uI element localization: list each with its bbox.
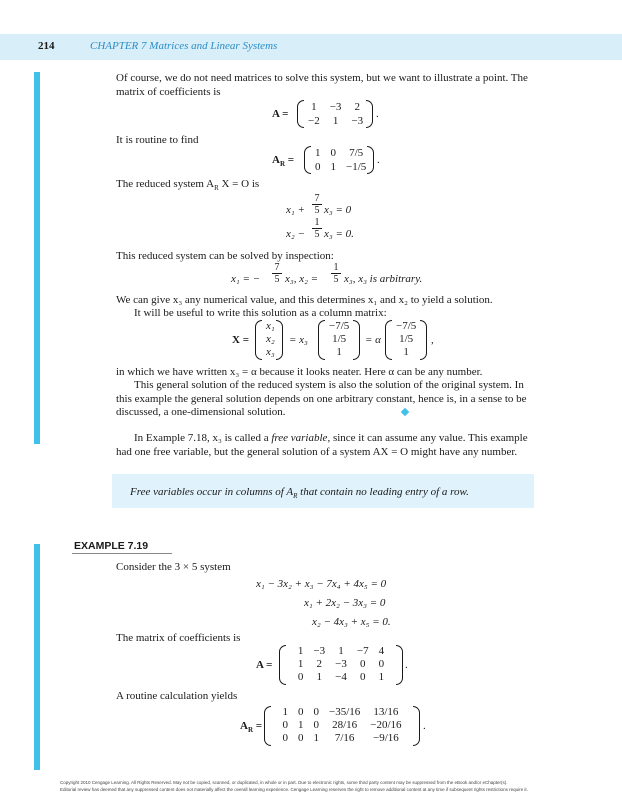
times-x3: = x₃ [289, 334, 308, 346]
comma: , [431, 334, 434, 346]
matrix-entry: 1 [297, 658, 304, 670]
matrix-entry: −3 [329, 101, 342, 113]
paragraph-line: The matrix of coefficients is [116, 632, 241, 644]
system-equation-2: x₁ + 2x₂ − 3x₃ = 0 [304, 597, 386, 609]
matrix-AR-label: $A_R$ = [272, 154, 295, 169]
solution-mid: x₃, x₂ = [285, 273, 319, 285]
matrix-entry: 0 [330, 147, 336, 159]
matrix-entry: 1/5 [332, 333, 347, 345]
matrix-entry: 1 [315, 147, 321, 159]
paragraph-line: It will be useful to write this solution as a column matrix: [134, 307, 387, 319]
matrix-row [261, 320, 280, 333]
matrix-entry: 0 [315, 161, 321, 173]
matrix-AR-3x5 [264, 706, 420, 746]
paragraph-line: Consider the 3 × 5 system [116, 561, 231, 573]
matrix-entry: −20/16 [370, 719, 402, 731]
solution-right: x₃, x₃ is arbitrary. [344, 273, 423, 285]
matrix-entry: −9/16 [373, 732, 399, 744]
matrix-entry: −2 [308, 115, 320, 127]
matrix-entry: 1/5 [399, 333, 414, 345]
vector-X [255, 320, 283, 360]
matrix-A-3x5 [279, 645, 403, 685]
vector-2-table [391, 320, 421, 359]
fraction-7-5: $\frac{7}{5}$ [312, 193, 322, 216]
example-underline [72, 553, 172, 554]
matrix-entry: 7/16 [334, 732, 355, 744]
matrix-entry: −3 [351, 115, 364, 127]
matrix-row [303, 114, 368, 128]
vector-X-table [261, 320, 280, 359]
matrix-entry: 1 [332, 115, 339, 127]
matrix-entry: −1/5 [346, 161, 367, 173]
paragraph-line: this example the general solution depends on one arbitrary constant, hence is, in a sense to be [116, 393, 527, 405]
matrix-entry: 1 [297, 645, 304, 657]
equation-1-right: x₃ = 0 [324, 204, 352, 216]
system-equation-3: x₂ − 4x₃ + x₅ = 0. [312, 616, 391, 628]
system-equation-1: x₁ − 3x₂ + x₃ − 7x₄ + 4x₅ = 0 [256, 578, 387, 590]
paragraph-line: We can give x₃ any numerical value, and this determines x₁ and x₂ to yield a solution. [116, 294, 493, 306]
matrix-entry: −7 [356, 645, 369, 657]
matrix-entry: 0 [282, 732, 288, 744]
matrix-entry: 0 [359, 671, 366, 683]
matrix-row [310, 146, 371, 160]
fraction-1-5: $\frac{1}{5}$ [312, 217, 322, 240]
matrix-row [277, 719, 406, 732]
matrix-entry: x₂ [266, 333, 275, 345]
matrix-entry: −4 [335, 671, 347, 683]
paragraph-line: It is routine to find [116, 134, 199, 146]
solution-left: x₁ = − [231, 273, 261, 285]
paragraph-line: In Example 7.18, x₃ is called a free variable, since it can assume any value. This example [134, 432, 528, 444]
chapter-title: CHAPTER 7 Matrices and Linear Systems [90, 40, 278, 52]
period: . [405, 659, 408, 671]
paragraph-line: matrix of coefficients is [116, 86, 221, 98]
matrix-entry: 1 [282, 706, 288, 718]
matrix-row [391, 320, 421, 333]
matrix-entry: 7/5 [349, 147, 364, 159]
matrix-entry: 1 [311, 101, 317, 113]
paragraph-line: had one free variable, but the general solution of a system AX = O might have any number. [116, 446, 518, 458]
matrix-row [324, 346, 354, 359]
matrix-entry: 0 [297, 732, 304, 744]
matrix-AR-label: $A_R$ = [240, 720, 263, 735]
matrix-row [261, 346, 280, 359]
matrix-row [293, 658, 389, 671]
paragraph-line: This reduced system can be solved by inspection: [116, 250, 334, 262]
copyright-line-2: Editorial review has deemed that any suppressed content does not materially affect the overall learning experience. Cengage Learning reserves the right to remove additional content at any time if subsequent rights restrictions require it. [60, 787, 528, 792]
copyright-line-1: Copyright 2010 Cengage Learning. All Rights Reserved. May not be copied, scanned, or duplicated, in whole or in part. Due to electronic rights, some third party content may be suppressed from the eBook and/or eChapter(s). [60, 780, 508, 785]
matrix-entry: 1 [336, 346, 342, 358]
matrix-entry: 1 [313, 732, 319, 744]
matrix-entry: 0 [297, 706, 304, 718]
example-title: EXAMPLE 7.19 [74, 540, 149, 552]
matrix-entry: 0 [359, 658, 366, 670]
matrix-entry: 4 [378, 645, 385, 657]
matrix-entry: x₁ [266, 320, 275, 332]
matrix-entry: 0 [313, 706, 319, 718]
matrix-A-table [303, 100, 368, 128]
matrix-entry: x₃ [266, 346, 275, 358]
matrix-row [277, 732, 406, 745]
side-bar-bottom [34, 544, 40, 770]
equation-2-left: x₂ − [286, 228, 305, 240]
matrix-row [303, 100, 368, 114]
paragraph-line: in which we have written x₃ = α because it looks neater. Here α can be any number. [116, 366, 483, 378]
matrix-row [310, 160, 371, 174]
matrix-A-label: A = [256, 659, 273, 671]
matrix-A [297, 100, 373, 128]
matrix-AR-3x5-table [277, 706, 406, 745]
matrix-AR-table [310, 146, 371, 174]
matrix-entry: −7/5 [396, 320, 417, 332]
matrix-row [324, 320, 354, 333]
matrix-entry: 0 [378, 658, 385, 670]
matrix-row [324, 333, 354, 346]
end-of-example-icon [401, 408, 409, 416]
matrix-entry: 1 [297, 719, 304, 731]
equation-1-left: x₁ + [286, 204, 305, 216]
matrix-entry: 1 [403, 346, 409, 358]
matrix-A-label: A = [272, 108, 289, 120]
side-bar-top [34, 72, 40, 444]
matrix-entry: 2 [316, 658, 323, 670]
callout-text: Free variables occur in columns of $A_R$ that contain no leading entry of a row. [130, 486, 469, 501]
times-alpha: = α [365, 334, 381, 346]
matrix-entry: −7/5 [329, 320, 350, 332]
paragraph-line: The reduced system $A_R$ X = O is [116, 178, 260, 193]
paragraph-line: This general solution of the reduced system is also the solution of the original system. In [134, 379, 524, 391]
paragraph-line: Of course, we do not need matrices to solve this system, but we want to illustrate a point. The [116, 72, 528, 84]
matrix-row [391, 346, 421, 359]
equation-2-right: x₃ = 0. [324, 228, 354, 240]
vector-1 [318, 320, 360, 360]
period: . [423, 720, 426, 732]
matrix-entry: 1 [330, 161, 336, 173]
matrix-row [391, 333, 421, 346]
matrix-entry: 28/16 [332, 719, 358, 731]
matrix-entry: 2 [354, 101, 361, 113]
vector-1-table [324, 320, 354, 359]
matrix-entry: 0 [297, 671, 304, 683]
period: . [377, 154, 380, 166]
matrix-A-3x5-table [293, 645, 389, 684]
paragraph-line: A routine calculation yields [116, 690, 238, 702]
matrix-entry: −3 [335, 658, 347, 670]
matrix-row [261, 333, 280, 346]
matrix-entry: 1 [378, 671, 385, 683]
matrix-row [293, 645, 389, 658]
matrix-entry: 1 [316, 671, 323, 683]
fraction-1-5: $\frac{1}{5}$ [331, 262, 341, 285]
matrix-row [293, 671, 389, 684]
matrix-row [277, 706, 406, 719]
vector-2 [385, 320, 427, 360]
page-number: 214 [38, 40, 55, 52]
matrix-entry: 0 [313, 719, 319, 731]
paragraph-line: discussed, a one-dimensional solution. [116, 406, 286, 418]
matrix-entry: 1 [338, 645, 344, 657]
matrix-entry: −3 [313, 645, 326, 657]
fraction-7-5: $\frac{7}{5}$ [272, 262, 282, 285]
period: . [376, 108, 379, 120]
matrix-entry: −35/16 [328, 706, 361, 718]
X-label: X = [232, 334, 249, 346]
matrix-entry: 0 [282, 719, 288, 731]
matrix-AR [304, 146, 374, 174]
matrix-entry: 13/16 [373, 706, 399, 718]
